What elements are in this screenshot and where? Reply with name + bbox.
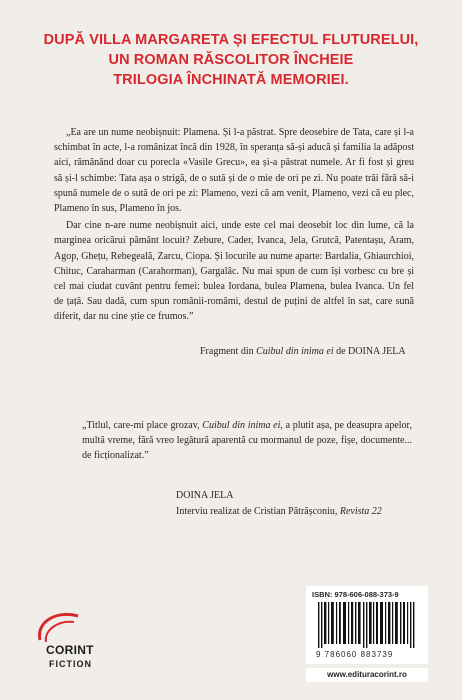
quote-author: DOINA JELA — [176, 490, 234, 501]
interview-credit — [176, 506, 382, 517]
barcode-icon — [318, 602, 418, 648]
book-excerpt — [54, 125, 414, 325]
publisher-imprint: FICTION — [49, 659, 92, 669]
quote-part-2: , a plutit așa, pe deasupra apelor, multă vreme, fără vreo legătură aparentă cu mormanul de poze, fișe, documente... de ficționalizat.” — [82, 420, 412, 462]
excerpt-attribution — [200, 346, 414, 357]
headline — [0, 30, 462, 90]
publisher-website[interactable]: www.edituracorint.ro — [306, 668, 428, 682]
logo-swoosh-icon — [26, 608, 96, 648]
attribution-prefix: Fragment din — [200, 346, 257, 357]
publisher-name: CORINT — [46, 643, 94, 657]
headline-line-1: DUPĂ VILLA MARGARETA ȘI EFECTUL FLUTURELUI, — [43, 32, 419, 48]
attribution-book-title: Cuibul din inima ei — [256, 346, 334, 357]
interview-magazine: Revista 22 — [339, 506, 382, 517]
author-quote — [82, 418, 412, 464]
attribution-author: de DOINA JELA — [333, 346, 406, 357]
excerpt-paragraph-2: Dar cine n-are nume neobișnuit aici, unde este cel mai deosebit loc din lume, că la marginea oricărui pământ locuit? Zebure, Cader, Ivanca, Jela, Grutcă, Patentașu, Aram, Agop, Ghețu, Rebegeală, Zarcu, Ciopa. Și locurile au nume aparte: Bardalia, Ghiaurchioi, Chituc, Caraharman (Carahorman), Gargalâc. Nu mai spun de cum își vorbesc cu bre și cel mai ciudat cuvânt pentru femei: bulea Iordana, bulea Plamena, bulea Ivanca. Un fel de țață. Sau dadă, cum spun românii-româmi, destul de puțini de altfel în sat, care sună diferit, dar nu cine știe ce frumos.” — [54, 220, 414, 323]
publisher-logo — [26, 608, 96, 678]
headline-line-3: TRILOGIA ÎNCHINATĂ MEMORIEI. — [113, 72, 349, 88]
excerpt-paragraph-1: „Ea are un nume neobișnuit: Plamena. Și l-a păstrat. Spre deosebire de Tata, care și l-a schimbat în acte, l-a românizat încă din 1928, în speranța să-și aducă și familia la adăpost aici, rămânând doar cu porecla «Vasile Grecu», ea și-a păstrat numele. Ar fi fost și greu să și-l schimbe: Tata așa o strigă, de o sută și de o mie de ori pe zi. Nu poate trăi fără să-i spună numele de o sută de ori pe zi: Plameno, vezi că am venit, Plameno, vezi că eu plec, Plameno în sus, Plameno în jos. — [54, 127, 414, 215]
interview-prefix: Interviu realizat de Cristian Pătrășconiu, — [176, 506, 340, 517]
isbn-label: ISBN: 978-606-088-373-9 — [312, 590, 399, 599]
quote-part-1: „Titlul, care-mi place grozav, — [82, 420, 203, 431]
quote-book-title: Cuibul din inima ei — [202, 420, 281, 431]
headline-line-2: UN ROMAN RĂSCOLITOR ÎNCHEIE — [108, 52, 354, 68]
barcode-digits: 9 786060 883739 — [316, 650, 394, 659]
